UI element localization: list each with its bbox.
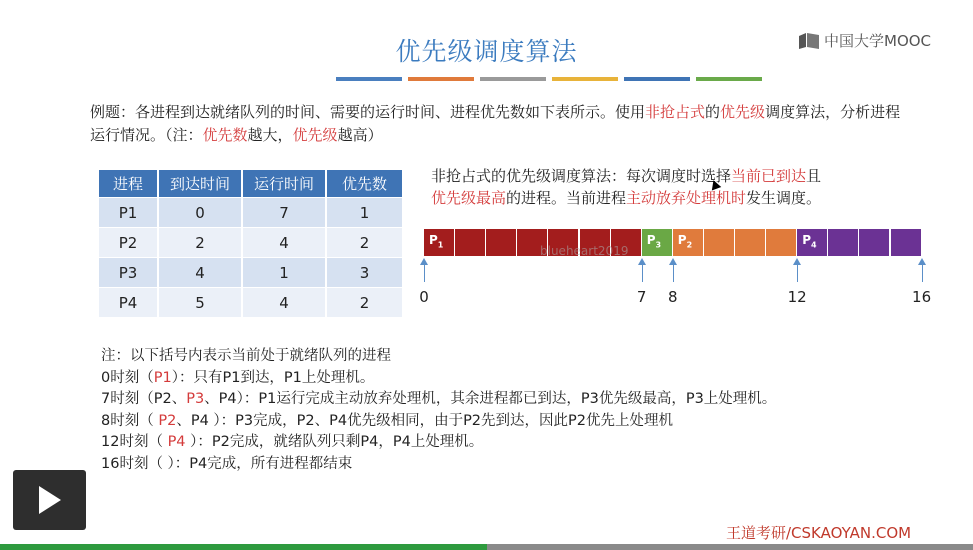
table-cell: P4 [99,288,157,317]
gantt-cell [891,229,922,256]
mooc-logo [798,30,931,51]
algorithm-description: 非抢占式的优先级调度算法：每次调度时选择当前已到达且 优先级最高的进程。当前进程主动放弃处理机时发生调度。 [431,167,822,207]
column-header: 优先数 [327,170,402,197]
time-arrow-head [420,258,428,265]
intro-text: 例题：各进程到达就绪队列的时间、需要的运行时间、进程优先数如下表所示。使用非抢占式的优先级调度算法，分析进程运行情况。（注：优先数越大，优先级越高） [90,103,901,144]
table-cell: 7 [243,198,325,227]
note-line: 注：以下括号内表示当前处于就绪队列的进程 [101,348,391,364]
table-cell: 3 [327,258,402,287]
time-arrow [797,262,798,282]
process-table [97,169,404,318]
notes [101,346,776,475]
table-cell: 0 [159,198,241,227]
column-header: 到达时间 [159,170,241,197]
mooc-logo-icon [798,32,820,50]
time-arrow-head [669,258,677,265]
column-header: 进程 [99,170,157,197]
color-bar [552,77,618,81]
table-cell: 5 [159,288,241,317]
gantt-cell [766,229,797,256]
time-tick-label: 12 [787,288,807,306]
gantt-cell [486,229,517,256]
table-cell: 2 [327,228,402,257]
time-arrow-head [638,258,646,265]
table-row [99,228,402,257]
color-bar [624,77,690,81]
gantt-process-label: $P_4$ [802,233,817,250]
time-arrow [673,262,674,282]
time-tick-label: 7 [636,288,647,306]
table-cell: 4 [243,288,325,317]
gantt-chart [424,229,922,256]
note-line: 16时刻（ ）：P4完成，所有进程都结束 [101,455,353,472]
play-icon [37,484,63,516]
column-header: 运行时间 [243,170,325,197]
title-color-bars [336,77,762,81]
footer-credit: 王道考研/CSKAOYAN.COM [726,524,912,542]
time-arrow [642,262,643,282]
table-cell: P1 [99,198,157,227]
time-tick-label: 16 [912,288,932,306]
gantt-cell [859,229,890,256]
note-line: 7时刻（P2、P3、P4）：P1运行完成主动放弃处理机，其余进程都已到达，P3优先级最高，P3上处理机。 [101,391,777,407]
color-bar [408,77,474,81]
gantt-cell [455,229,486,256]
gantt-process-label: $P_1$ [429,233,444,250]
table-cell: 1 [243,258,325,287]
table-cell: P2 [99,228,157,257]
color-bar [480,77,546,81]
note-line: 12时刻（ P4 ）：P2完成，就绪队列只剩P4，P4上处理机。 [101,434,484,450]
watermark: blueheart2019 [540,244,629,258]
gantt-cell [735,229,766,256]
table-cell: P3 [99,258,157,287]
table-cell: 1 [327,198,402,227]
table-row [99,258,402,287]
page-title: 优先级调度算法 [395,37,578,66]
time-arrow-head [793,258,801,265]
color-bar [336,77,402,81]
logo-text: 中国大学MOOC [824,32,932,50]
gantt-cell [704,229,735,256]
time-tick-label: 8 [668,288,678,306]
video-progress-bar[interactable] [0,544,973,550]
table-cell: 2 [159,228,241,257]
note-line: 8时刻（ P2、P4 ）：P3完成，P2、P4优先级相同，由于P2先到达，因此P2优先上处理机 [101,412,674,429]
time-arrow [922,262,923,282]
table-row [99,288,402,317]
progress-fill [0,544,487,550]
color-bar [696,77,762,81]
gantt-process-label: $P_3$ [646,233,662,250]
table-cell: 4 [159,258,241,287]
gantt-cell [828,229,859,256]
play-button[interactable] [13,470,86,530]
note-line: 0时刻（P1）：只有P1到达，P1上处理机。 [101,369,375,386]
time-tick-label: 0 [419,288,429,306]
table-cell: 2 [327,288,402,317]
time-arrow-head [918,258,926,265]
table-cell: 4 [243,228,325,257]
table-row [99,198,402,227]
gantt-process-label: $P_2$ [677,233,693,250]
time-arrow [424,262,425,282]
